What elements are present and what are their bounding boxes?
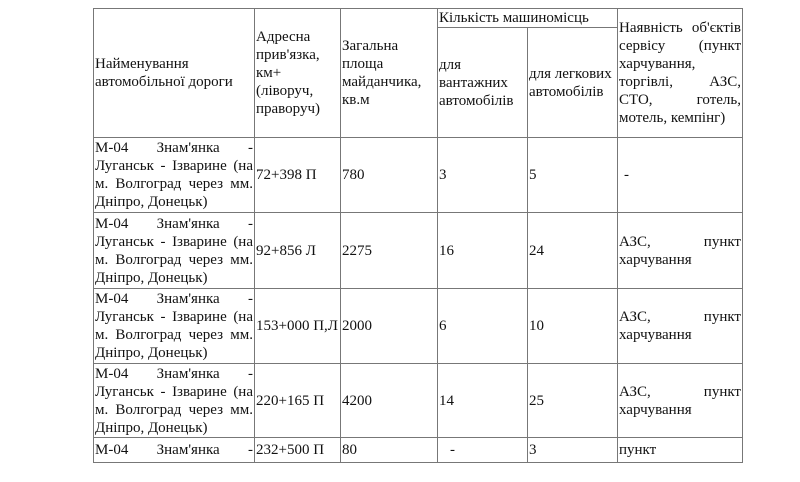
road-cell: М-04 Знам'янка - Луганськ - Ізварине (на м. Волгоград через мм. Дніпро, Донецьк) bbox=[94, 138, 255, 213]
services-cell: АЗС, пункт харчування bbox=[618, 289, 743, 364]
area-cell: 4200 bbox=[341, 364, 438, 438]
cars-cell: 24 bbox=[528, 213, 618, 289]
header-cars: для легкових автомобілів bbox=[528, 28, 618, 138]
road-cell: М-04 Знам'янка - Луганськ - Ізварине (на м. Волгоград через мм. Дніпро, Донецьк) bbox=[94, 289, 255, 364]
address-cell: 92+856 Л bbox=[255, 213, 341, 289]
trucks-cell: 6 bbox=[438, 289, 528, 364]
road-cell: М-04 Знам'янка - bbox=[94, 438, 255, 463]
services-cell: пункт bbox=[618, 438, 743, 463]
trucks-cell: - bbox=[438, 438, 528, 463]
header-road: Найменування автомобільної дороги bbox=[94, 9, 255, 138]
services-cell: АЗС, пункт харчування bbox=[618, 364, 743, 438]
header-row bbox=[94, 9, 743, 28]
cars-cell: 3 bbox=[528, 438, 618, 463]
cars-cell: 25 bbox=[528, 364, 618, 438]
address-cell: 153+000 П,Л bbox=[255, 289, 341, 364]
services-cell: АЗС, пункт харчування bbox=[618, 213, 743, 289]
table-row bbox=[94, 289, 743, 364]
area-cell: 2000 bbox=[341, 289, 438, 364]
address-cell: 220+165 П bbox=[255, 364, 341, 438]
table-row bbox=[94, 364, 743, 438]
address-cell: 72+398 П bbox=[255, 138, 341, 213]
area-cell: 80 bbox=[341, 438, 438, 463]
header-trucks: для вантажних автомобілів bbox=[438, 28, 528, 138]
table-row bbox=[94, 213, 743, 289]
services-cell: - bbox=[618, 138, 743, 213]
header-services: Наявність об'єктів сервісу (пункт харчування, торгівлі, АЗС, СТО, готель, мотель, кемпінг) bbox=[618, 9, 743, 138]
parking-areas-table bbox=[93, 8, 743, 463]
header-address: Адресна прив'язка, км+ (ліворуч, праворуч) bbox=[255, 9, 341, 138]
header-area: Загальна площа майданчика, кв.м bbox=[341, 9, 438, 138]
trucks-cell: 14 bbox=[438, 364, 528, 438]
area-cell: 780 bbox=[341, 138, 438, 213]
table-row bbox=[94, 438, 743, 463]
cars-cell: 5 bbox=[528, 138, 618, 213]
address-cell: 232+500 П bbox=[255, 438, 341, 463]
cars-cell: 10 bbox=[528, 289, 618, 364]
road-cell: М-04 Знам'янка - Луганськ - Ізварине (на м. Волгоград через мм. Дніпро, Донецьк) bbox=[95, 365, 253, 436]
header-parking: Кількість машиномісць bbox=[438, 9, 618, 28]
table-row bbox=[94, 138, 743, 213]
road-cell: М-04 Знам'янка - Луганськ - Ізварине (на м. Волгоград через мм. Дніпро, Донецьк) bbox=[94, 213, 255, 289]
area-cell: 2275 bbox=[341, 213, 438, 289]
trucks-cell: 16 bbox=[438, 213, 528, 289]
trucks-cell: 3 bbox=[438, 138, 528, 213]
